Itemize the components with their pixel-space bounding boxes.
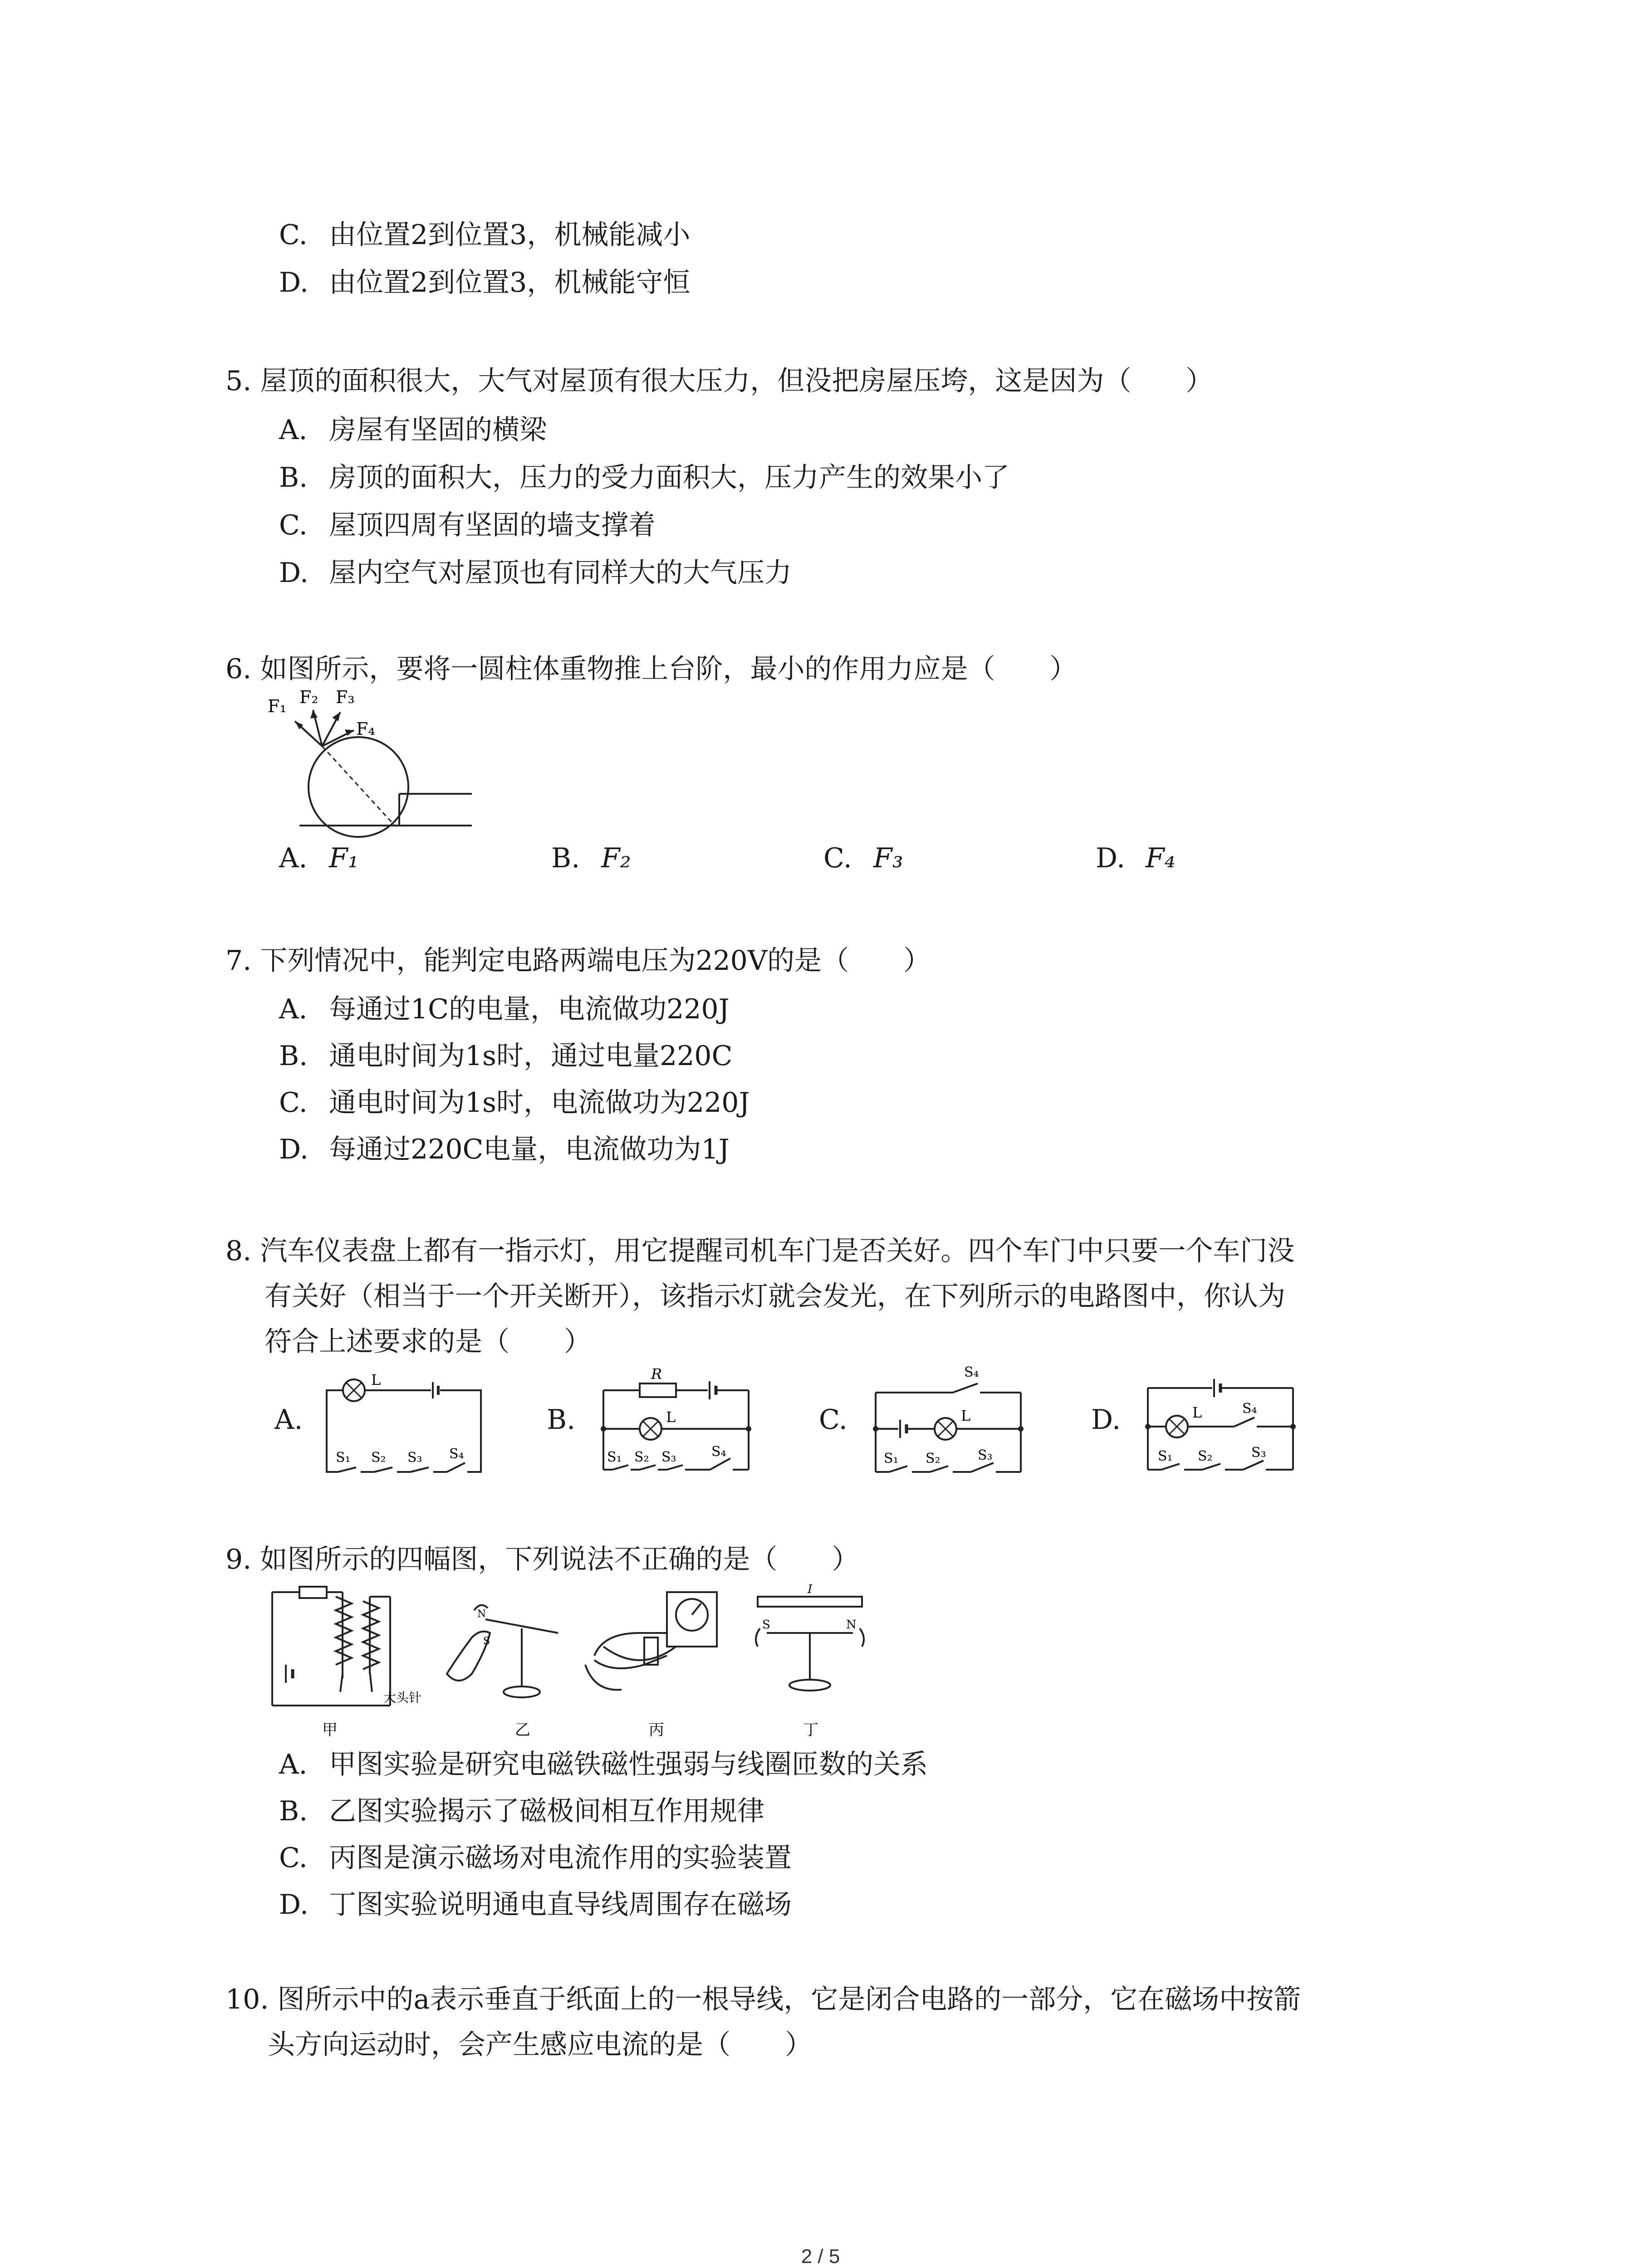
f4-label: F₄: [356, 719, 375, 739]
q9-option-b: [279, 1795, 764, 1827]
resistor-label: R: [651, 1365, 662, 1383]
option-label: B.: [279, 462, 308, 494]
cylinder-step-figure: [263, 685, 476, 839]
option-label: C.: [279, 509, 308, 541]
q7-option-b: [279, 1042, 732, 1070]
lamp-label: L: [961, 1407, 971, 1424]
s3-label: S₃: [407, 1450, 422, 1466]
option-text: F₁: [329, 842, 359, 874]
q8-option-d-label: D.: [1091, 1404, 1121, 1436]
figure-bing: [585, 1592, 717, 1739]
s4-label: S₄: [449, 1446, 464, 1462]
ding-s-label: S: [762, 1618, 770, 1632]
question-8-stem-line-1: 8. 汽车仪表盘上都有一指示灯，用它提醒司机车门是否关好。四个车门中只要一个车门没: [225, 1235, 1295, 1267]
question-7-stem: 7. 下列情况中，能判定电路两端电压为220V的是（ ）: [225, 945, 931, 977]
caption-yi: 乙: [515, 1721, 530, 1739]
option-text: 由位置2到位置3，机械能守恒: [329, 267, 691, 298]
question-8-stem-line-3: 符合上述要求的是（ ）: [265, 1326, 591, 1358]
option-label: D.: [279, 557, 309, 589]
option-text: 屋内空气对屋顶也有同样大的大气压力: [329, 557, 792, 589]
s4-label: S₄: [711, 1444, 726, 1460]
q6-option-b: [551, 842, 631, 874]
q8-option-b-label: B.: [547, 1404, 576, 1436]
q5-option-c: [279, 509, 656, 541]
s2-label: S₂: [634, 1449, 649, 1465]
s4-label: S₄: [1242, 1401, 1257, 1417]
s1-label: S₁: [336, 1450, 351, 1466]
s1-label: S₁: [607, 1449, 622, 1465]
f1-label: F₁: [268, 696, 287, 716]
option-label: D.: [279, 1134, 309, 1165]
page-number: 2 / 5: [801, 2245, 840, 2268]
figure-jia: [272, 1587, 421, 1739]
caption-bing: 丙: [649, 1721, 664, 1739]
q5-option-d: [279, 559, 792, 587]
option-c: [279, 221, 690, 249]
s1-label: S₁: [884, 1451, 899, 1466]
q5-option-b: [279, 462, 1009, 494]
option-label: D.: [1096, 842, 1126, 874]
q7-option-a: [279, 993, 730, 1025]
option-text: 每通过220C电量，电流做功为1J: [329, 1134, 730, 1165]
circuit-d-figure: [1134, 1370, 1307, 1479]
caption-ding: 丁: [803, 1721, 818, 1739]
question-9-stem: 9. 如图所示的四幅图，下列说法不正确的是（ ）: [225, 1544, 859, 1575]
option-text: 乙图实验揭示了磁极间相互作用规律: [329, 1795, 764, 1827]
option-label: C.: [279, 1842, 308, 1874]
q8-option-c-label: C.: [819, 1404, 847, 1436]
option-label: B.: [551, 842, 580, 874]
pin-label: 大头针: [383, 1690, 422, 1705]
f2-label: F₂: [299, 687, 318, 707]
option-text: 每通过1C的电量，电流做功220J: [329, 993, 730, 1025]
f3-label: F₃: [336, 687, 355, 707]
option-text: 房屋有坚固的横梁: [329, 414, 547, 446]
figure-ding: [756, 1583, 864, 1739]
q5-option-a: [279, 416, 547, 444]
s4-label: S₄: [964, 1364, 979, 1380]
question-8-stem-line-2: 有关好（相当于一个开关断开），该指示灯就会发光，在下列所示的电路图中，你认为: [265, 1281, 1285, 1312]
option-label: D.: [279, 267, 309, 298]
q7-option-d: [279, 1136, 730, 1163]
q9-option-d: [279, 1889, 792, 1921]
option-label: A.: [279, 842, 308, 874]
option-text: F₂: [601, 842, 631, 874]
option-label: C.: [279, 219, 308, 251]
q9-option-c: [279, 1844, 792, 1872]
option-label: A.: [279, 414, 308, 446]
option-text: 通电时间为1s时，电流做功为220J: [329, 1087, 750, 1119]
option-text: 甲图实验是研究电磁铁磁性强弱与线圈匝数的关系: [329, 1749, 928, 1780]
lamp-label: L: [1192, 1404, 1202, 1421]
question-6-stem: 6. 如图所示，要将一圆柱体重物推上台阶，最小的作用力应是（ ）: [225, 653, 1077, 685]
s1-label: S₁: [1158, 1448, 1173, 1464]
q6-option-c: [823, 842, 903, 874]
s3-label: S₃: [661, 1449, 676, 1465]
lamp-label: L: [371, 1372, 381, 1388]
circuit-b-figure: [590, 1365, 762, 1479]
question-10-stem-line-2: 头方向运动时，会产生感应电流的是（ ）: [268, 2029, 812, 2061]
option-label: D.: [279, 1889, 309, 1921]
s-label: S: [483, 1636, 490, 1647]
figure-yi: [447, 1605, 558, 1739]
current-label: I: [808, 1583, 813, 1596]
q7-option-c: [279, 1087, 750, 1119]
question-10-stem-line-1: 10. 图所示中的a表示垂直于纸面上的一根导线，它是闭合电路的一部分，它在磁场中按箭: [225, 1984, 1301, 2015]
circuit-c-figure: [862, 1361, 1034, 1479]
option-label: C.: [823, 842, 852, 874]
q8-option-a-label: A.: [274, 1404, 303, 1436]
ding-n-label: N: [846, 1618, 857, 1632]
question-5-stem: 5. 屋顶的面积很大，大气对屋顶有很大压力，但没把房屋压垮，这是因为（ ）: [225, 365, 1213, 397]
option-text: F₃: [873, 842, 903, 874]
lamp-label: L: [666, 1408, 676, 1426]
option-text: F₄: [1146, 842, 1176, 874]
option-label: A.: [279, 1749, 308, 1780]
s3-label: S₃: [978, 1447, 993, 1463]
option-text: 屋顶四周有坚固的墙支撑着: [329, 509, 656, 541]
option-text: 丁图实验说明通电直导线周围存在磁场: [329, 1889, 792, 1921]
option-text: 房顶的面积大，压力的受力面积大，压力产生的效果小了: [329, 462, 1009, 494]
s3-label: S₃: [1251, 1445, 1266, 1461]
option-label: C.: [279, 1087, 308, 1119]
circuit-a-figure: [318, 1372, 490, 1479]
s2-label: S₂: [1198, 1448, 1213, 1464]
option-label: A.: [279, 993, 308, 1025]
q6-option-a: [279, 842, 359, 874]
q6-option-d: [1096, 842, 1176, 874]
n-label: N: [477, 1608, 486, 1620]
q9-option-a: [279, 1751, 928, 1778]
caption-jia: 甲: [322, 1721, 338, 1739]
option-text: 通电时间为1s时，通过电量220C: [329, 1040, 733, 1072]
option-label: B.: [279, 1795, 308, 1827]
option-label: B.: [279, 1040, 308, 1072]
s2-label: S₂: [371, 1450, 386, 1466]
four-experiments-figure: [268, 1583, 903, 1742]
s2-label: S₂: [926, 1451, 941, 1466]
option-text: 丙图是演示磁场对电流作用的实验装置: [329, 1842, 792, 1874]
option-text: 由位置2到位置3，机械能减小: [329, 219, 691, 251]
option-d: [279, 269, 690, 296]
